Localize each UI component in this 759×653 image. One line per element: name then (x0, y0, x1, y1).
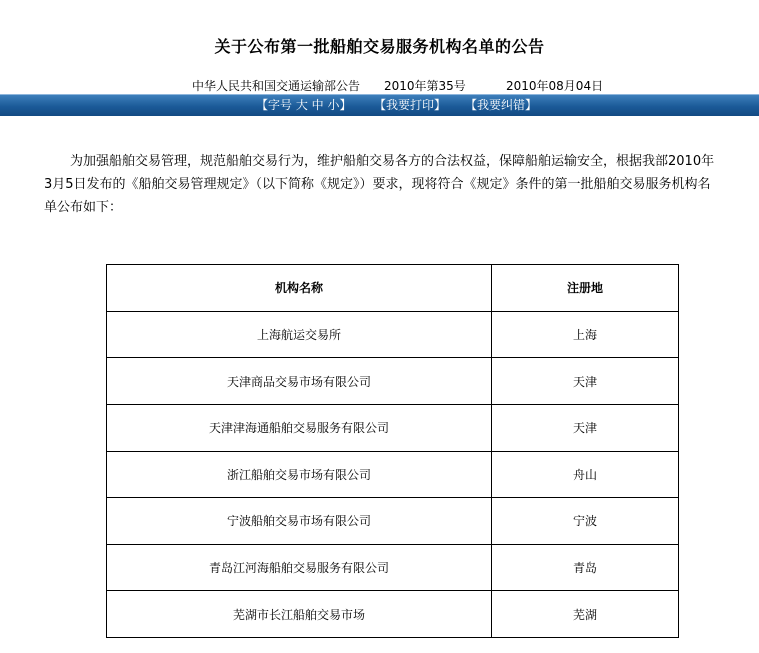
institution-name-cell: 天津津海通船舶交易服务有限公司 (107, 404, 492, 451)
announcement-date: 2010年08月04日 (506, 79, 604, 93)
table-row (107, 451, 679, 498)
institution-name-cell: 上海航运交易所 (107, 311, 492, 358)
print-button[interactable]: 【我要打印】 (374, 98, 447, 112)
table-header-row (107, 265, 679, 312)
registration-place-cell: 上海 (492, 311, 679, 358)
table-row (107, 404, 679, 451)
body-paragraph: 为加强船舶交易管理，规范船舶交易行为，维护船舶交易各方的合法权益，保障船舶运输安全，根据我部2010年3月5日发布的《船舶交易管理规定》（以下简称《规定》）要求，现将符合《规定》条件的第一批船舶交易服务机构名单公布如下： (44, 154, 715, 215)
table-row (107, 311, 679, 358)
institution-name-cell: 宁波船舶交易市场有限公司 (107, 498, 492, 545)
announcement-meta (0, 79, 759, 93)
table-row (107, 544, 679, 591)
page-title: 关于公布第一批船舶交易服务机构名单的公告 (214, 37, 545, 56)
issuer-label: 中华人民共和国交通运输部公告 (192, 79, 361, 93)
registration-place-cell: 天津 (492, 358, 679, 405)
header-registration-place: 注册地 (492, 265, 679, 312)
correction-button[interactable]: 【我要纠错】 (465, 98, 538, 112)
institution-name-cell: 天津商品交易市场有限公司 (107, 358, 492, 405)
institution-name-cell: 芜湖市长江船舶交易市场 (107, 591, 492, 638)
registration-place-cell: 天津 (492, 404, 679, 451)
institution-table (106, 264, 679, 638)
institution-name-cell: 浙江船舶交易市场有限公司 (107, 451, 492, 498)
header-institution-name: 机构名称 (107, 265, 492, 312)
toolbar (0, 94, 759, 116)
font-size-control[interactable]: 【字号 大 中 小】 (256, 98, 352, 112)
table-row (107, 358, 679, 405)
table-row (107, 591, 679, 638)
table-row (107, 498, 679, 545)
registration-place-cell: 舟山 (492, 451, 679, 498)
announcement-number: 2010年第35号 (384, 79, 466, 93)
registration-place-cell: 芜湖 (492, 591, 679, 638)
registration-place-cell: 宁波 (492, 498, 679, 545)
registration-place-cell: 青岛 (492, 544, 679, 591)
institution-name-cell: 青岛江河海船舶交易服务有限公司 (107, 544, 492, 591)
